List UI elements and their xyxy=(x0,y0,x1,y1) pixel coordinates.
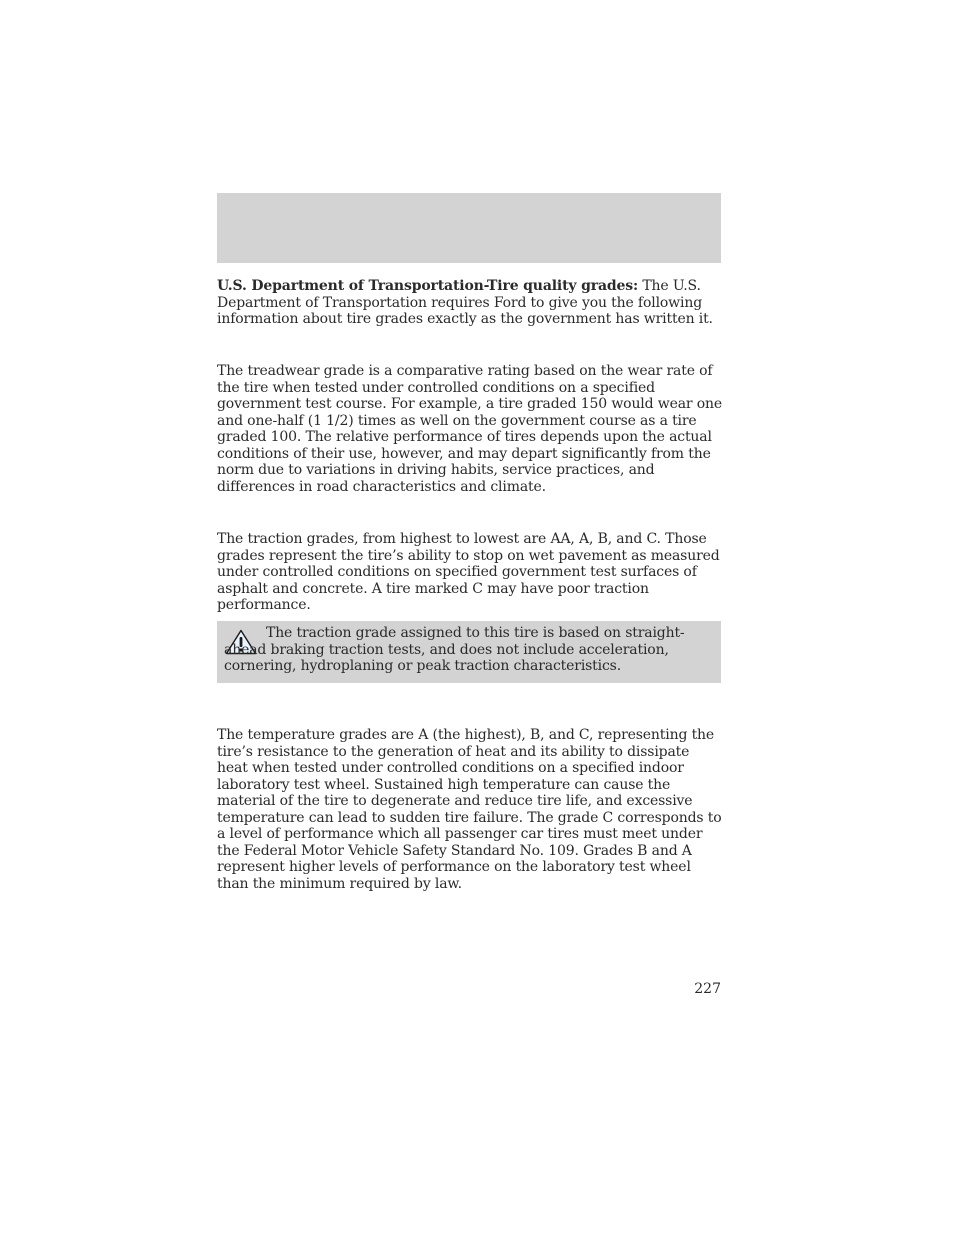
traction-paragraph: The traction grades, from highest to lowest are AA, A, B, and C. Those grades represent the tire’s ability to stop on wet pavement as measured under controlled conditions on specified government test surfaces of asphalt and concrete. A tire marked C may have poor traction performance. xyxy=(217,531,720,613)
page-number: 227 xyxy=(694,981,721,997)
intro-text: The U.S. Department of Transportation requires Ford to give you the following information about tire grades exactly as the government has written it. xyxy=(217,278,713,327)
section-header-band xyxy=(217,193,721,263)
intro-paragraph xyxy=(217,278,723,328)
intro-lead: U.S. Department of Transportation-Tire quality grades: xyxy=(217,278,639,294)
warning-text: The traction grade assigned to this tire is based on straight-ahead braking traction tests, and does not include acceleration, cornering, hydroplaning or peak traction characteristics. xyxy=(224,625,685,674)
treadwear-paragraph: The treadwear grade is a comparative rating based on the wear rate of the tire when tested under controlled conditions on a specified government test course. For example, a tire graded 150 would wear one and one-half (1 1/2) times as well on the government course as a tire graded 100. The relative performance of tires depends upon the actual conditions of their use, however, and may depart significantly from the norm due to variations in driving habits, service practices, and differences in road characteristics and climate. xyxy=(217,363,723,495)
warning-box xyxy=(217,621,721,683)
temperature-paragraph: The temperature grades are A (the highest), B, and C, representing the tire’s resistance to the generation of heat and its ability to dissipate heat when tested under controlled conditions on a specified indoor laboratory test wheel. Sustained high temperature can cause the material of the tire to degenerate and reduce tire life, and excessive temperature can lead to sudden tire failure. The grade C corresponds to a level of performance which all passenger car tires must meet under the Federal Motor Vehicle Safety Standard No. 109. Grades B and A represent higher levels of performance on the laboratory test wheel than the minimum required by law. xyxy=(217,727,722,892)
